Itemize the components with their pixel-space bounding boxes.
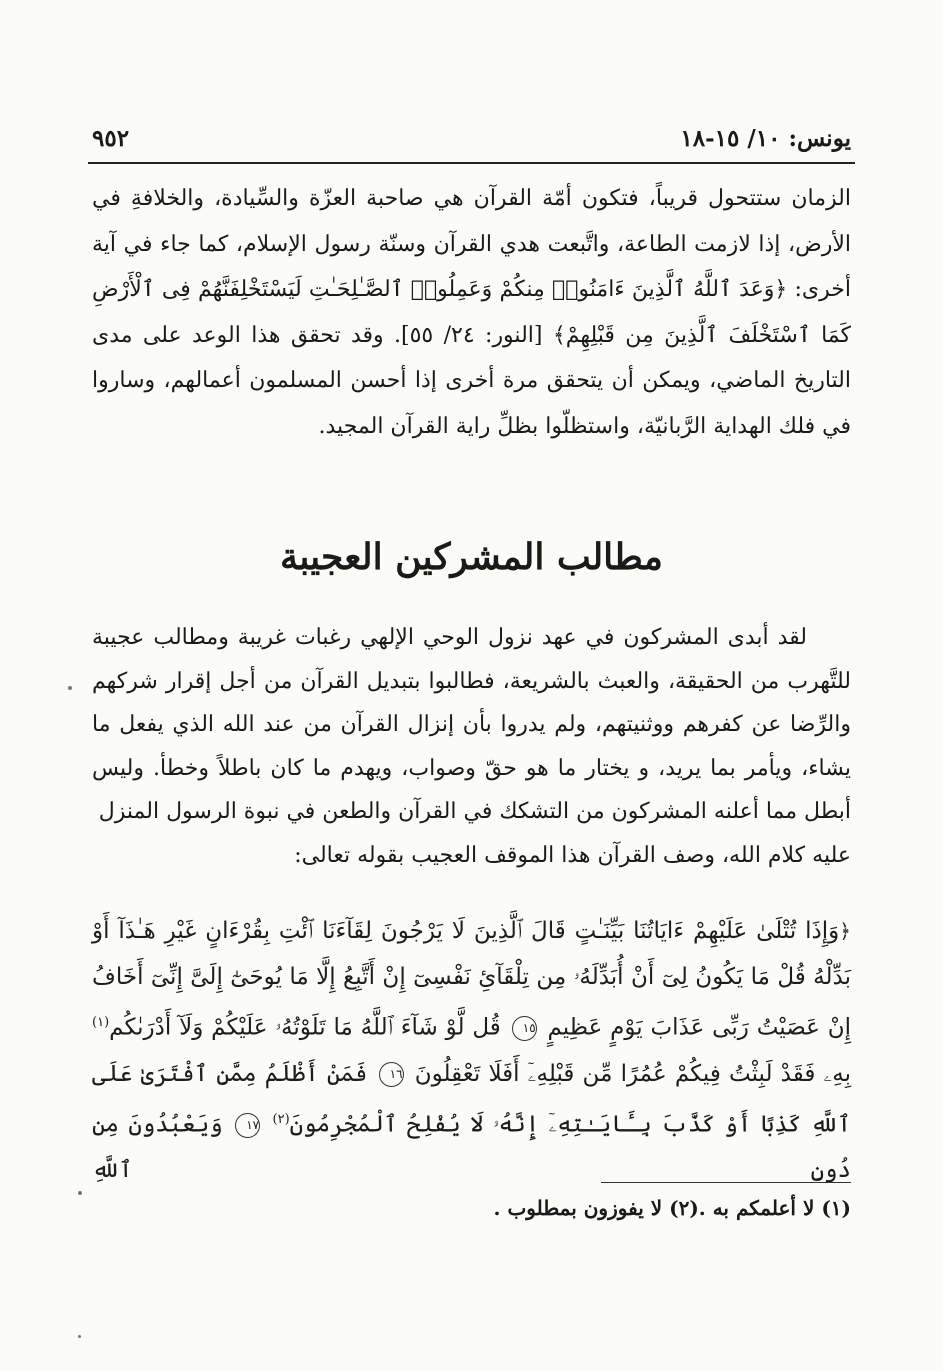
footnote-rule — [601, 1182, 851, 1183]
header-rule — [88, 162, 855, 164]
scan-speck — [78, 1335, 81, 1338]
quran-verse-16a: قُل لَّوْ شَآءَ ٱللَّهُ مَا تَلَوْتُهُۥ عَلَيْكُمْ وَلَآ أَدْرَىٰكُم — [109, 1014, 501, 1041]
footnote-ref-2[interactable]: (٢) — [272, 1111, 290, 1127]
quran-verse-16b: بِهِۦ فَقَدْ لَبِثْتُ فِيكُمْ عُمُرًا مِّن قَبْلِهِۦٓ أَفَلَا تَعْقِلُونَ — [414, 1060, 852, 1087]
quran-verse-15a: وَإِذَا تُتْلَىٰ عَلَيْهِمْ ءَايَاتُنَا بَيِّنَـٰتٍ قَالَ ٱلَّذِينَ لَا يَرْجُونَ لِقَآءَنَا ٱئْتِ بِقُرْءَانٍ غَيْرِ هَـٰذَآ أَوْ بَدِّلْهُ قُلْ مَا يَكُونُ لِىٓ أَنْ أُبَدِّلَهُۥ مِن تِلْقَآئِ نَفْسِىٓ إِنْ أَتَّبِعُ إِلَّا مَا يُوحَىٰٓ إِلَىَّ إِنِّىٓ أَخَافُ إِنْ عَصَيْتُ رَبِّى عَذَابَ يَوْمٍ عَظِيمٍ — [92, 918, 852, 1041]
scan-speck — [78, 1191, 82, 1195]
section-title: مطالب المشركين العجيبة — [280, 536, 663, 578]
quran-verse-17: فَمَنْ أَظْلَمُ مِمَّنِ ٱفْتَرَىٰ عَلَى ٱللَّهِ كَذِبًا أَوْ كَذَّبَ بِـَٔايَـٰتِهِۦٓ إِنَّهُۥ لَا يُفْلِحُ ٱلْمُجْرِمُونَ — [92, 1060, 851, 1138]
footnotes: (١) لا أعلمكم به .(٢) لا يفوزون بمطلوب . — [493, 1196, 851, 1220]
chapter-reference: يونس: ١٠/ ١٥-١٨ — [680, 125, 851, 152]
page-number: ٩٥٢ — [92, 125, 130, 152]
body-paragraph-main: لقد أبدى المشركون في عهد نزول الوحي الإلهي رغبات غريبة ومطالب عجيبة للتَّهرب من الحقيقة، والعبث بالشريعة، فطالبوا بتبديل القرآن من أجل إقرار شركهم والرِّضا عن كفرهم ووثنيتهم، ولم يدروا بأن إنزال القرآن من عند الله الذي يفعل ما يشاء، ويأمر بما يريد، و يختار ما هو حقّ وصواب، ويهدم ما كان باطلاً وخطأ. وليس أبطل مما أعلنه المشركون من التشكك في القرآن والطعن في نبوة الرسول المنزل — [92, 625, 851, 825]
scan-speck — [68, 686, 72, 690]
quran-verse-18a: وَيَعْبُدُونَ مِن دُونِ ٱللَّهِ — [92, 1111, 851, 1184]
body-paragraph-last-line: عليه كلام الله، وصف القرآن هذا الموقف العجيب بقوله تعالى: — [294, 842, 851, 868]
ayah-number-16: ١٦ — [379, 1062, 404, 1087]
footnote-ref-1[interactable]: (١) — [92, 1015, 110, 1030]
ayah-number-17: ١٧ — [235, 1113, 260, 1138]
quran-passage — [92, 908, 851, 1193]
quran-open-bracket: ﴿ — [839, 919, 851, 943]
ayah-number-15: ١٥ — [512, 1016, 537, 1041]
intro-paragraph: الزمان ستتحول قريباً، فتكون أمّة القرآن هي صاحبة العزّة والسِّيادة، والخلافةِ في الأرض، إذا لازمت الطاعة، واتَّبعت هدي القرآن وسنّة رسول الإسلام، كما جاء في آية أخرى: ﴿وَعَدَ ٱللَّهُ ٱلَّذِينَ ءَامَنُوا۟ مِنكُمْ وَعَمِلُوا۟ ٱلصَّـٰلِحَـٰتِ لَيَسْتَخْلِفَنَّهُمْ فِى ٱلْأَرْضِ كَمَا ٱسْتَخْلَفَ ٱلَّذِينَ مِن قَبْلِهِمْ﴾ [النور: ٢٤/ ٥٥]. وقد تحقق هذا الوعد على مدى التاريخ الماضي، ويمكن أن يتحقق مرة أخرى إذا أحسن المسلمون أعمالهم، وساروا في فلك الهداية الرَّبانيّة، واستظلّوا بظلِّ راية القرآن المجيد. — [92, 186, 852, 439]
body-paragraph — [92, 616, 851, 878]
running-header — [92, 112, 851, 152]
